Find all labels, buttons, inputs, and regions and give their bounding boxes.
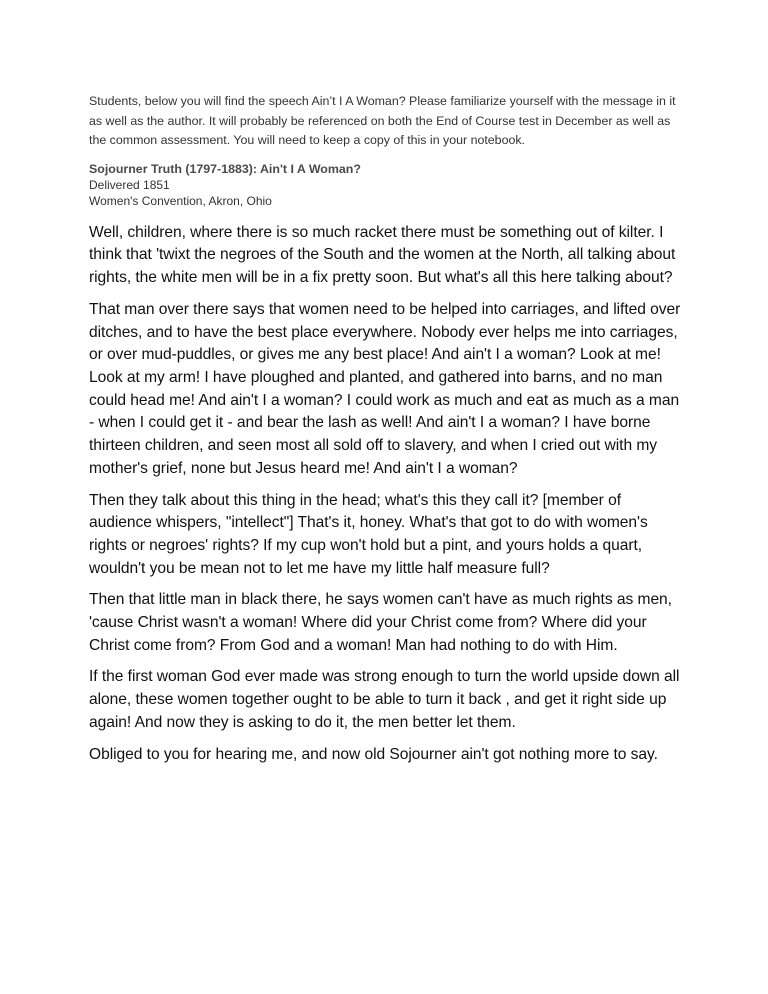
speech-header — [89, 161, 681, 209]
speech-paragraph: Obliged to you for hearing me, and now old Sojourner ain't got nothing more to say. — [89, 745, 658, 763]
speech-paragraph: If the first woman God ever made was strong enough to turn the world upside down all alone, these women together ought to be able to turn it back , and get it right side up again! And now they is asking to do it, the men better let them. — [89, 668, 680, 731]
speech-paragraph: Well, children, where there is so much racket there must be something out of kilter. I think that 'twixt the negroes of the South and the women at the North, all talking about rights, the white men will be in a fix pretty soon. But what's all this here talking about? — [89, 223, 676, 287]
document-page — [89, 92, 681, 775]
intro-note: Students, below you will find the speech Ain’t I A Woman? Please familiarize yourself with the message in it as well as the author. It will probably be referenced on both the End of Course test in December as well as the common assessment. You will need to keep a copy of this in your notebook. — [89, 94, 676, 148]
speech-paragraph: Then that little man in black there, he says women can't have as much rights as men, 'cause Christ wasn't a woman! Where did your Christ come from? Where did your Christ come from? From God and a woman! Man had nothing to do with Him. — [89, 591, 672, 654]
convention-venue: Women's Convention, Akron, Ohio — [89, 193, 272, 208]
speech-body — [89, 222, 681, 766]
delivered-date: Delivered 1851 — [89, 177, 170, 192]
speech-title: Sojourner Truth (1797-1883): Ain't I A Woman? — [89, 161, 361, 176]
speech-paragraph: Then they talk about this thing in the head; what's this they call it? [member of audience whispers, "intellect"] That's it, honey. What's that got to do with women's rights or negroes' rights? If my cup won't hold but a pint, and yours holds a quart, wouldn't you be mean not to let me have my little half measure full? — [89, 491, 648, 577]
speech-paragraph: That man over there says that women need to be helped into carriages, and lifted over ditches, and to have the best place everywhere. Nobody ever helps me into carriages, or over mud-puddles, or gives me any best place! And ain't I a woman? Look at me! Look at my arm! I have ploughed and planted, and gathered into barns, and no man could head me! And ain't I a woman? I could work as much and eat as much as a man - when I could get it - and bear the lash as well! And ain't I a woman? I have borne thirteen children, and seen most all sold off to slavery, and when I cried out with my mother's grief, none but Jesus heard me! And ain't I a woman? — [89, 300, 681, 477]
